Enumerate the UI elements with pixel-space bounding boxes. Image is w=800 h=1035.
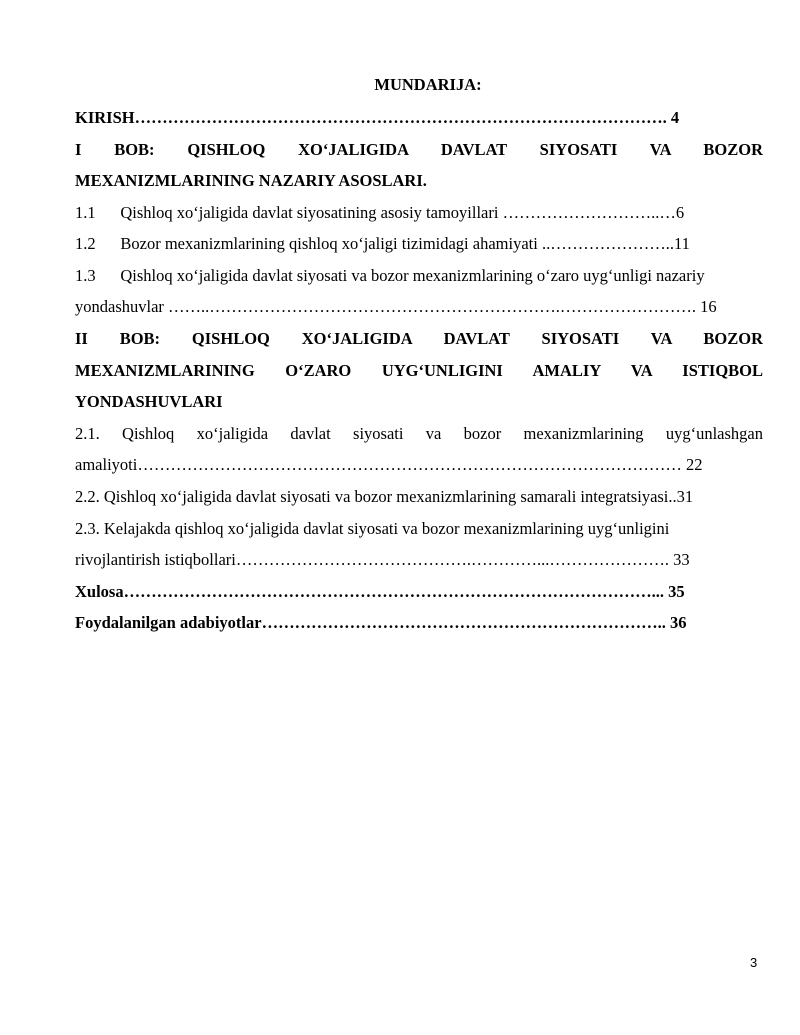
- toc-entry-2-3-line-1: 2.3. Kelajakda qishloq xo‘jaligida davlat siyosati va bozor mexanizmlarining uyg‘unligini: [75, 519, 670, 538]
- toc-entry-2-1-line-1: 2.1. Qishloq xo‘jaligida davlat siyosati va bozor mexanizmlarining uyg‘unlashgan: [75, 424, 763, 443]
- page-number: 3: [750, 955, 758, 970]
- toc-entry-kirish: KIRISH……………………………………………………………………………………. 4: [75, 108, 680, 127]
- toc-entry-1-1: 1.1 Qishloq xo‘jaligida davlat siyosatining asosiy tamoyillari ………………………..…6: [75, 203, 685, 222]
- toc-entry-adabiyotlar: Foydalanilgan adabiyotlar……………………………………………………………….. 36: [75, 613, 687, 632]
- toc-entry-2-3-line-2: rivojlantirish istiqbollari…………………………………….…………...…………………. 33: [75, 550, 690, 569]
- toc-chapter-1-line-1: I BOB: QISHLOQ XO‘JALIGIDA DAVLAT SIYOSATI VA BOZOR: [75, 140, 763, 159]
- toc-entry-1-2: 1.2 Bozor mexanizmlarining qishloq xo‘jaligi tizimidagi ahamiyati ..…………………..11: [75, 234, 690, 253]
- toc-chapter-1-line-2: MEXANIZMLARINING NAZARIY ASOSLARI.: [75, 171, 427, 190]
- toc-title: MUNDARIJA:: [374, 75, 482, 94]
- toc-entry-2-1-line-2: amaliyoti……………………………………………………………………………………… 22: [75, 455, 703, 474]
- toc-entry-2-2: 2.2. Qishloq xo‘jaligida davlat siyosati va bozor mexanizmlarining samarali integratsiyasi..31: [75, 487, 694, 506]
- toc-chapter-2-line-2: MEXANIZMLARINING O‘ZARO UYG‘UNLIGINI AMALIY VA ISTIQBOL: [75, 361, 763, 380]
- toc-entry-1-3-line-2: yondashuvlar ……..……………………………………………………….……………………. 16: [75, 297, 717, 316]
- toc-chapter-2-line-1: II BOB: QISHLOQ XO‘JALIGIDA DAVLAT SIYOSATI VA BOZOR: [75, 329, 763, 348]
- toc-entry-xulosa: Xulosa……………………………………………………………………………………... 35: [75, 582, 685, 601]
- toc-chapter-2-line-3: YONDASHUVLARI: [75, 392, 223, 411]
- toc-entry-1-3-line-1: 1.3 Qishloq xo‘jaligida davlat siyosati va bozor mexanizmlarining o‘zaro uyg‘unligi nazariy: [75, 266, 705, 285]
